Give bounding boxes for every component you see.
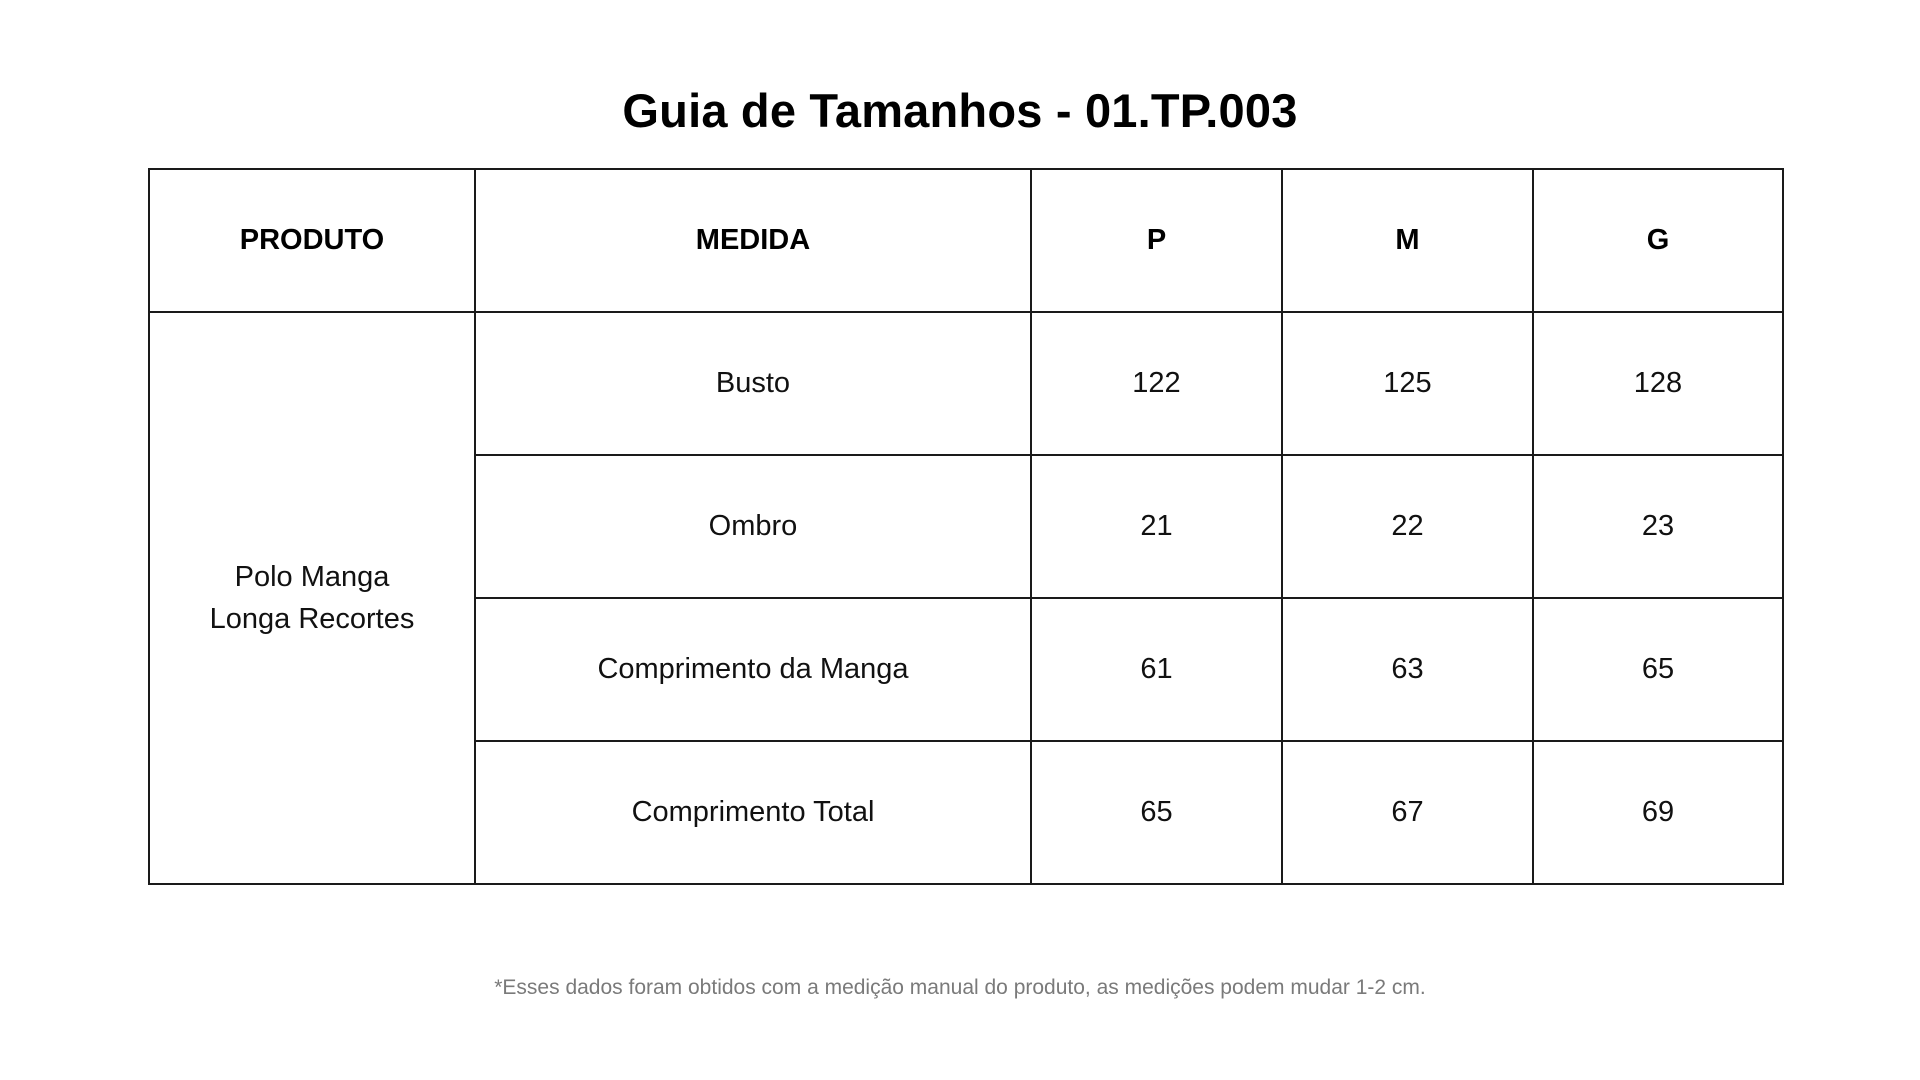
- size-value-p: 21: [1031, 455, 1282, 598]
- size-value-p: 65: [1031, 741, 1282, 884]
- size-guide-table: [148, 168, 1784, 885]
- size-value-m: 63: [1282, 598, 1533, 741]
- table-header-row: [149, 169, 1783, 312]
- size-value-p: 122: [1031, 312, 1282, 455]
- page-title: Guia de Tamanhos - 01.TP.003: [622, 84, 1298, 138]
- header-product: PRODUTO: [149, 169, 475, 312]
- size-value-m: 125: [1282, 312, 1533, 455]
- size-value-p: 61: [1031, 598, 1282, 741]
- header-size-m: M: [1282, 169, 1533, 312]
- footnote: *Esses dados foram obtidos com a medição manual do produto, as medições podem mudar 1-2 cm.: [494, 976, 1426, 999]
- size-value-m: 67: [1282, 741, 1533, 884]
- measure-label: Comprimento Total: [475, 741, 1031, 884]
- product-name-cell: [149, 312, 475, 884]
- size-value-g: 23: [1533, 455, 1783, 598]
- product-name-line: Longa Recortes: [209, 603, 415, 635]
- size-value-g: 65: [1533, 598, 1783, 741]
- header-size-g: G: [1533, 169, 1783, 312]
- table-row: [149, 312, 1783, 455]
- size-value-g: 128: [1533, 312, 1783, 455]
- measure-label: Ombro: [475, 455, 1031, 598]
- measure-label: Comprimento da Manga: [475, 598, 1031, 741]
- product-name-line: Polo Manga: [234, 561, 390, 593]
- measure-label: Busto: [475, 312, 1031, 455]
- header-measure: MEDIDA: [475, 169, 1031, 312]
- size-value-g: 69: [1533, 741, 1783, 884]
- size-value-m: 22: [1282, 455, 1533, 598]
- header-size-p: P: [1031, 169, 1282, 312]
